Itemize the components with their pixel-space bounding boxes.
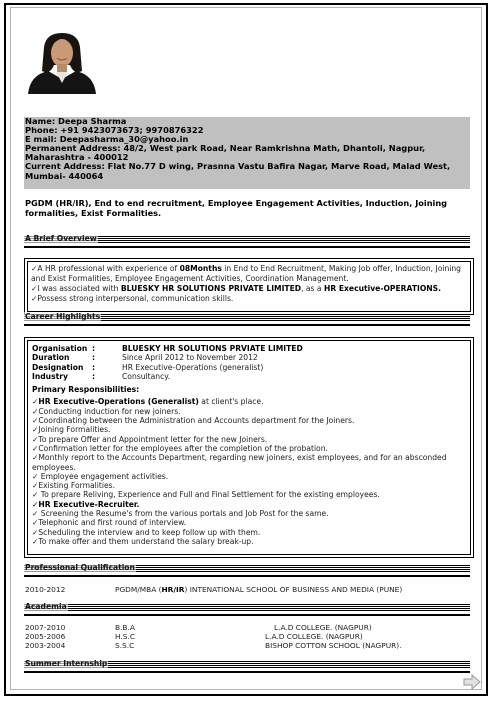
responsibility-item: ✓ Employee engagement activities.	[32, 471, 169, 481]
career-box	[24, 337, 474, 558]
profile-photo	[24, 31, 100, 94]
responsibility-item: ✓Confirmation letter for the employees after the completion of the probation.	[32, 443, 328, 453]
permanent-address: Permanent Address: 48/2, West park Road, Near Ramkrishna Math, Dhantoli, Nagpur, Maharashtra - 400012	[25, 143, 426, 163]
responsibility-item: ✓Existing Formalities.	[32, 481, 115, 491]
responsibility-item: ✓Scheduling the interview and to keep follow up with them.	[32, 527, 261, 537]
ops-role-heading: ✓HR Executive-Operations (Generalist) at client's place.	[32, 397, 264, 407]
contact-phone: Phone: +91 9423073673; 9970876322	[25, 125, 204, 136]
contact-email: E mail: Deepasharma_30@yahoo.in	[25, 134, 189, 145]
overview-item: ✓I was associated with BLUESKY HR SOLUTIONS PRIVATE LIMITED, as a HR Executive-OPERATIONS.	[31, 284, 441, 294]
responsibility-item: ✓Coordinating between the Administration and Accounts department for the Joiners.	[32, 416, 355, 426]
responsibility-item: ✓Conducting induction for new joiners.	[32, 406, 181, 416]
section-title-career: Career Highlights	[25, 312, 101, 321]
section-header-overview	[24, 234, 470, 248]
objective-summary: PGDM (HR/IR), End to end recruitment, Employee Engagement Activities, Induction, Joining formalities, Exist Formalities.	[25, 198, 448, 218]
section-title-qualification: Professional Qualification	[25, 563, 135, 572]
designation-row: Designation : HR Executive-Operations (generalist)	[32, 362, 264, 372]
section-title-academia: Academia	[25, 602, 67, 611]
responsibility-item: ✓To make offer and them understand the salary break-up.	[32, 536, 254, 546]
section-header-career	[24, 312, 470, 326]
next-arrow-icon[interactable]	[462, 672, 482, 692]
section-title-overview: A Brief Overview	[25, 234, 97, 243]
industry-row: Industry : Consultancy.	[32, 371, 171, 381]
responsibility-item: ✓ Screening the Resume's from the various portals and Job Post for the same.	[32, 509, 329, 519]
qualification-row: 2010-2012 PGDM/MBA (HR/IR) INTENATIONAL SCHOOL OF BUSINESS AND MEDIA (PUNE)	[25, 585, 403, 594]
recruiter-role-heading: ✓HR Executive-Recruiter.	[32, 499, 140, 509]
academia-row: 2003-2004 S.S.C BISHOP COTTON SCHOOL (NAGPUR).	[25, 641, 402, 650]
section-header-academia	[24, 602, 470, 616]
section-header-qualification	[24, 563, 470, 577]
current-address: Current Address: Flat No.77 D wing, Prasnna Vastu Bafira Nagar, Marve Road, Malad West, Mumbai- 440064	[25, 161, 451, 181]
responsibilities-heading: Primary Responsibilities:	[32, 385, 140, 395]
overview-box	[24, 258, 474, 315]
duration-row: Duration : Since April 2012 to November 2012	[32, 353, 258, 363]
responsibility-item: ✓Telephonic and first round of interview.	[32, 518, 186, 528]
responsibility-item: ✓ To prepare Reliving, Experience and Full and Final Settlement for the existing employees.	[32, 490, 380, 500]
overview-item: ✓A HR professional with experience of 08Months in End to End Recruitment, Making Job offer, Induction, Joining and Exist Formalities, Employee Engagement Activities, Coordination Management.	[31, 264, 462, 283]
contact-name: Name: Deepa Sharma	[25, 116, 127, 126]
section-header-internship	[24, 659, 470, 673]
academia-row: 2007-2010 B.B.A L.A.D COLLEGE. (NAGPUR)	[25, 623, 372, 632]
academia-row: 2005-2006 H.S.C L.A.D COLLEGE. (NAGPUR)	[25, 632, 363, 641]
section-title-internship: Summer Internship	[25, 659, 108, 668]
overview-item: ✓Possess strong interpersonal, communication skills.	[31, 293, 234, 303]
contact-details	[24, 117, 470, 189]
organisation-row: Organisation : BLUESKY HR SOLUTIONS PRVIATE LIMITED	[32, 344, 303, 353]
responsibility-item: ✓To prepare Offer and Appointment letter for the new Joiners.	[32, 434, 268, 444]
responsibility-item: ✓Monthly report to the Accounts Department, regarding new joiners, exist employees, and for an absconded employees.	[32, 453, 447, 472]
responsibility-item: ✓Joining Formalities.	[32, 425, 111, 435]
